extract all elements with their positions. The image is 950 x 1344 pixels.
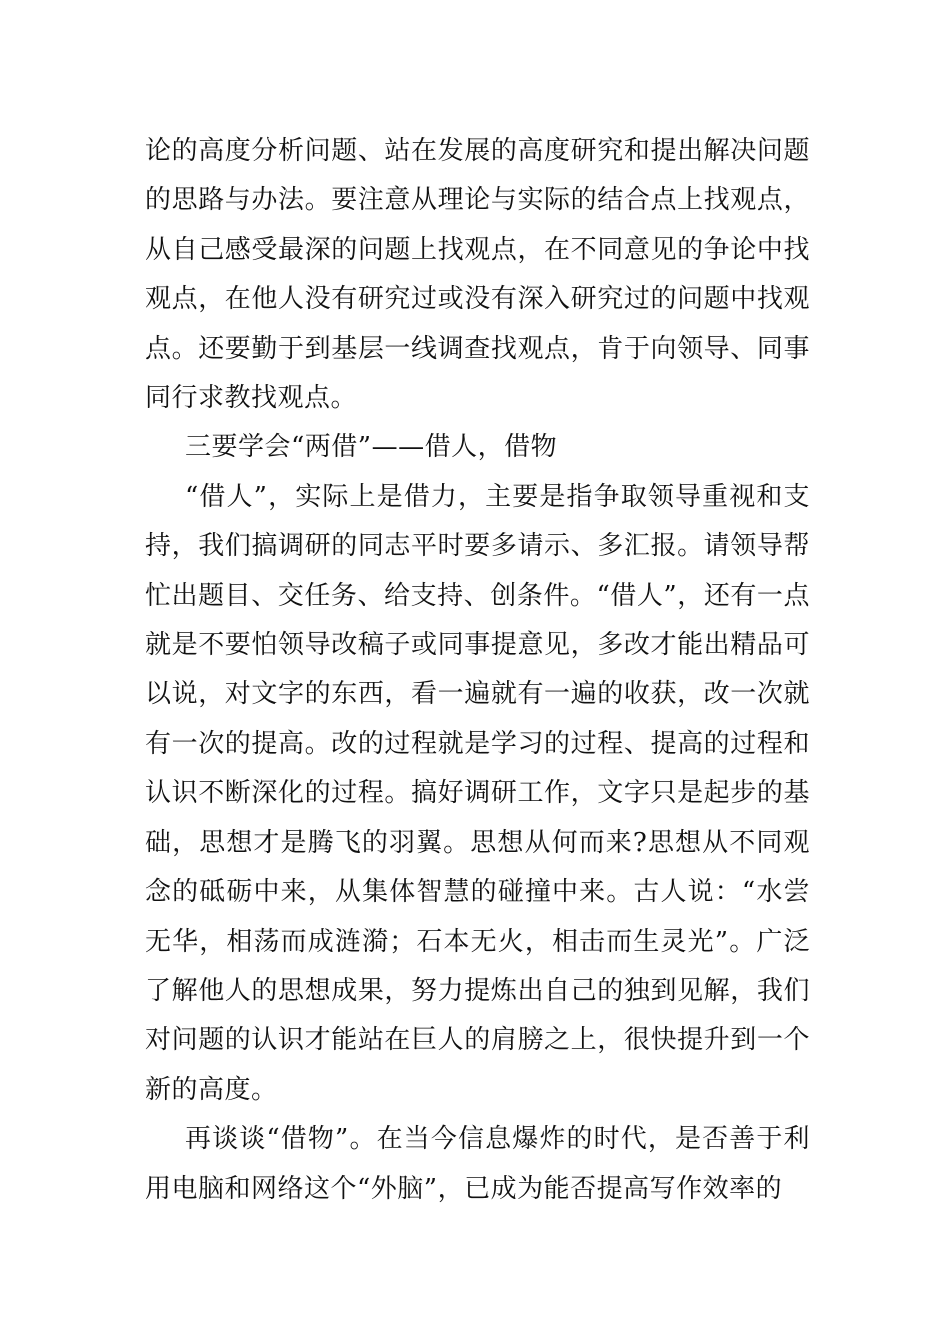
paragraph-borrow-people: “借人”，实际上是借力，主要是指争取领导重视和支持，我们搞调研的同志平时要多请示、多汇报。请领导帮忙出题目、交任务、给支持、创条件。“借人”，还有一点就是不要怕领导改稿子或同事提意见，多改才能出精品可以说，对文字的东西，看一遍就有一遍的收获，改一次就有一次的提高。改的过程就是学习的过程、提高的过程和认识不断深化的过程。搞好调研工作，文字只是起步的基础，思想才是腾飞的羽翼。思想从何而来?思想从不同观念的砥砺中来，从集体智慧的碰撞中来。古人说：“水尝无华，相荡而成涟漪；石本无火，相击而生灵光”。广泛了解他人的思想成果，努力提炼出自己的独到见解，我们对问题的认识才能站在巨人的肩膀之上，很快提升到一个新的高度。 bbox=[145, 481, 810, 1105]
section-heading: 三要学会“两借”——借人，借物 bbox=[185, 432, 558, 463]
document-body bbox=[145, 127, 810, 1214]
paragraph-borrow-things: 再谈谈“借物”。在当今信息爆炸的时代，是否善于利用电脑和网络这个“外脑”，已成为能否提高写作效率的 bbox=[145, 1124, 810, 1204]
paragraph-continuation: 论的高度分析问题、站在发展的高度研究和提出解决问题的思路与办法。要注意从理论与实际的结合点上找观点，从自己感受最深的问题上找观点，在不同意见的争论中找观点，在他人没有研究过或没有深入研究过的问题中找观点。还要勤于到基层一线调查找观点，肯于向领导、同事同行求教找观点。 bbox=[145, 136, 810, 414]
